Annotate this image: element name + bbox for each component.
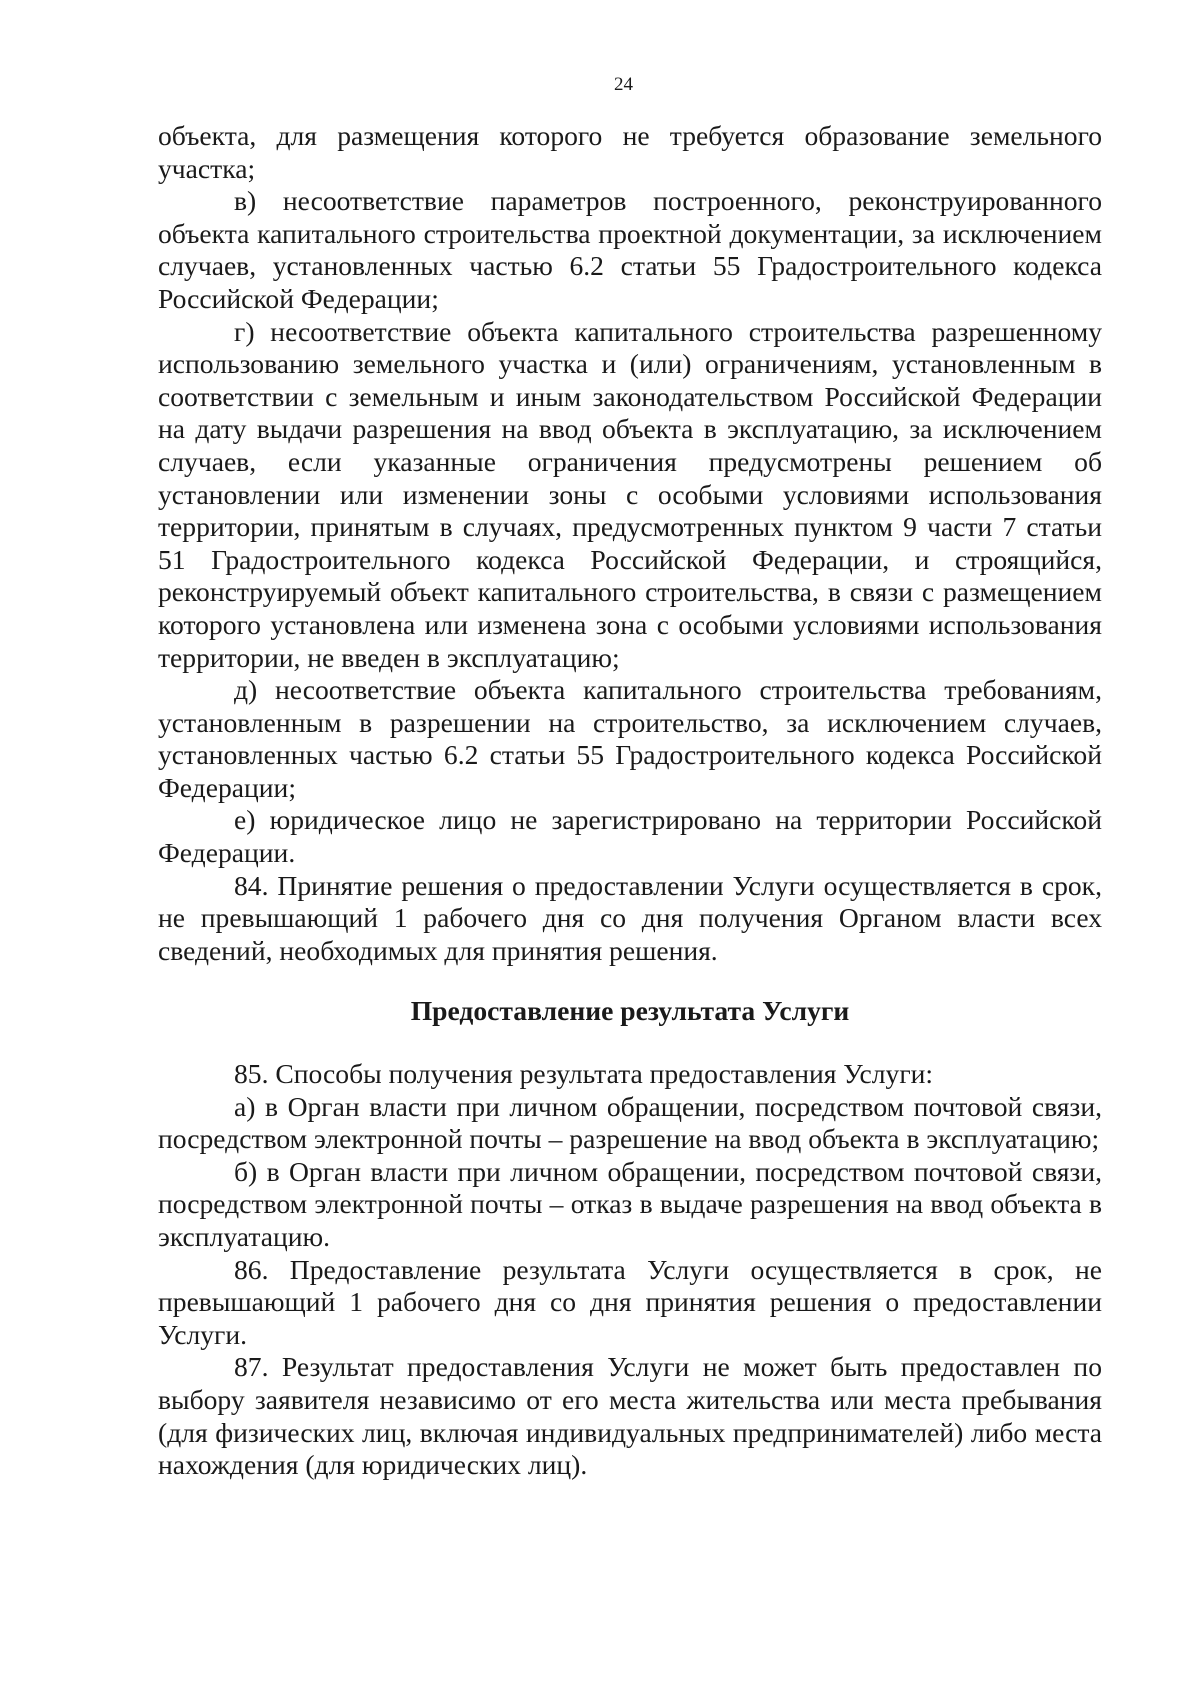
paragraph-item-a: а) в Орган власти при личном обращении, посредством почтовой связи, посредством электронной почты – разрешение на ввод объекта в эксплуатацию; bbox=[158, 1090, 1102, 1155]
paragraph-item-e: е) юридическое лицо не зарегистрировано на территории Российской Федерации. bbox=[158, 804, 1102, 869]
paragraph-86: 86. Предоставление результата Услуги осуществляется в срок, не превышающий 1 рабочего дня со дня принятия решения о предоставлении Услуги. bbox=[158, 1253, 1102, 1350]
paragraph-item-g: г) несоответствие объекта капитального строительства разрешенному использованию земельного участка и (или) ограничениям, установленным в соответствии с земельным и иным законодательством Российской Федерации на дату выдачи разрешения на ввод объекта в эксплуатацию, за исключением случаев, если указанные ограничения предусмотрены решением об установлении или изменении зоны с особыми условиями использования территории, принятым в случаях, предусмотренных пунктом 9 части 7 статьи 51 Градостроительного кодекса Российской Федерации, и строящийся, реконструируемый объект капитального строительства, в связи с размещением которого установлена или изменена зона с особыми условиями использования территории, не введен в эксплуатацию; bbox=[158, 315, 1102, 673]
paragraph-item-b: б) в Орган власти при личном обращении, посредством почтовой связи, посредством электронной почты – отказ в выдаче разрешения на ввод объекта в эксплуатацию. bbox=[158, 1155, 1102, 1252]
paragraph-item-v: в) несоответствие параметров построенного, реконструированного объекта капитального строительства проектной документации, за исключением случаев, установленных частью 6.2 статьи 55 Градостроительного кодекса Российской Федерации; bbox=[158, 185, 1102, 314]
paragraph-87: 87. Результат предоставления Услуги не может быть предоставлен по выбору заявителя независимо от его места жительства или места пребывания (для физических лиц, включая индивидуальных предпринимателей) либо места нахождения (для юридических лиц). bbox=[158, 1351, 1102, 1481]
page-number: 24 bbox=[614, 74, 633, 95]
paragraph-85: 85. Способы получения результата предоставления Услуги: bbox=[234, 1058, 934, 1090]
section-heading: Предоставление результата Услуги bbox=[410, 995, 850, 1027]
paragraph-item-d: д) несоответствие объекта капитального строительства требованиям, установленным в разрешении на строительство, за исключением случаев, установленных частью 6.2 статьи 55 Градостроительного кодекса Российской Федерации; bbox=[158, 674, 1102, 803]
document-body bbox=[158, 120, 1102, 1482]
paragraph-84: 84. Принятие решения о предоставлении Услуги осуществляется в срок, не превышающий 1 рабочего дня со дня получения Органом власти всех сведений, необходимых для принятия решения. bbox=[158, 869, 1102, 966]
paragraph-continuation: объекта, для размещения которого не требуется образование земельного участка; bbox=[158, 120, 1102, 184]
